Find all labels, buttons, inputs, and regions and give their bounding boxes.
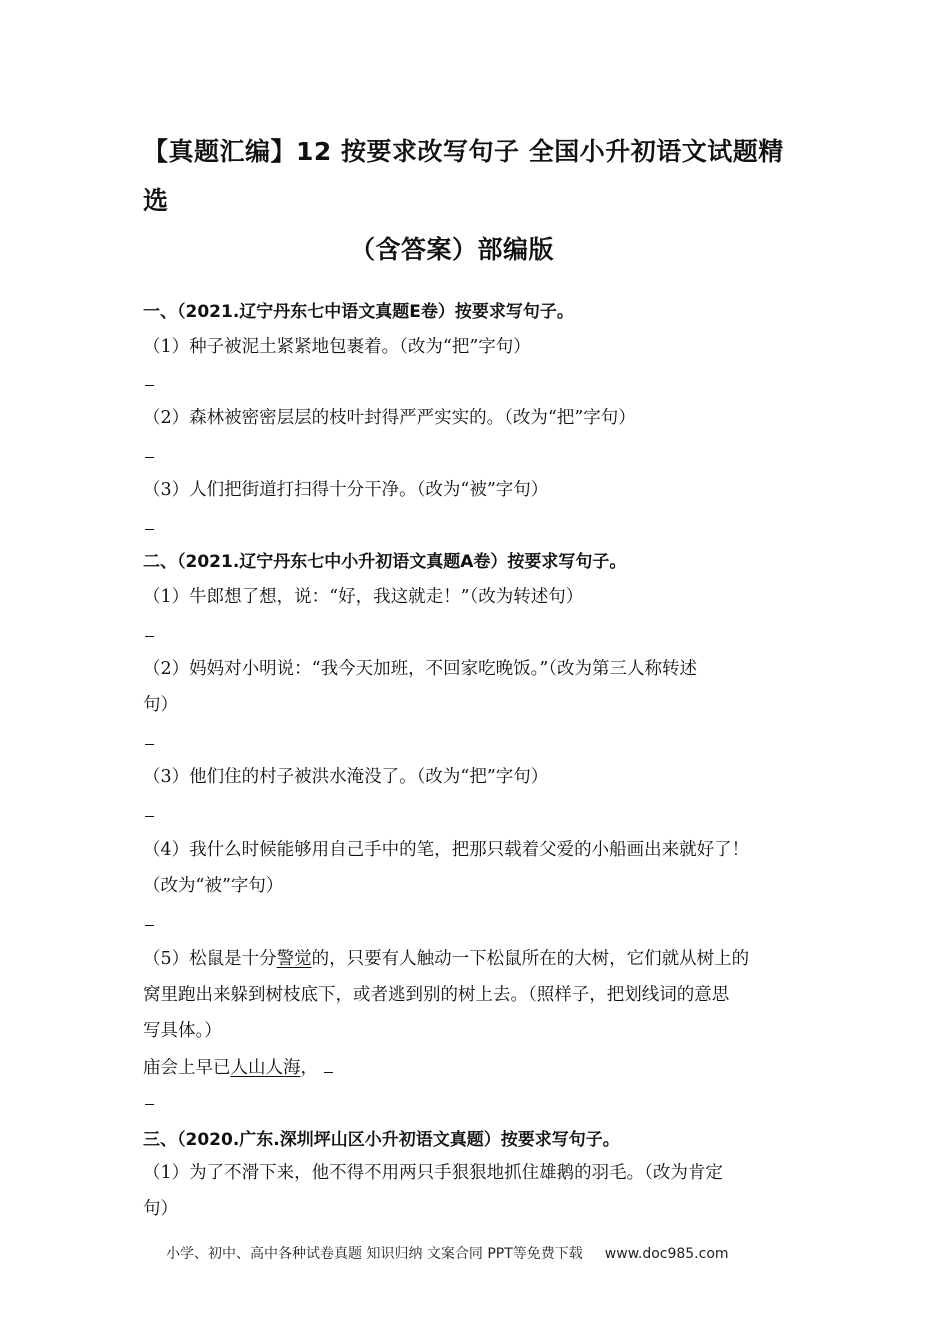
answer-blank: [145, 635, 154, 637]
question-2-2-line-1: （2）妈妈对小明说：“我今天加班，不回家吃晚饭。”（改为第三人称转述: [143, 659, 698, 679]
example-text: ，: [300, 1058, 318, 1078]
section-3-heading: 三、（2020.广东.深圳坪山区小升初语文真题）按要求写句子。: [143, 1130, 620, 1150]
question-2-4-line-1: （4）我什么时候能够用自己手中的笔，把那只载着父爱的小船画出来就好了！: [143, 840, 750, 860]
question-2-5-text: 的，只要有人触动一下松鼠所在的大树，它们就从树上的: [311, 949, 750, 969]
answer-blank: [324, 1058, 333, 1073]
answer-blank: [145, 384, 154, 386]
footer-text: 小学、初中、高中各种试卷真题 知识归纳 文案合同 PPT等免费下载: [166, 1246, 583, 1262]
question-2-5-line-2: 窝里跑出来躲到树枝底下，或者逃到别的树上去。（照样子，把划线词的意思: [143, 985, 730, 1005]
page-title-line-3: （含答案）部编版: [350, 235, 555, 264]
example-sentence: [143, 1050, 813, 1086]
answer-blank: [145, 815, 154, 817]
answer-blank: [145, 456, 154, 458]
question-2-5-line-3: 写具体。）: [143, 1021, 222, 1041]
question-2-5-text: （5）松鼠是十分: [143, 949, 277, 969]
page-title-line-1: 【真题汇编】12 按要求改写句子 全国小升初语文试题精: [143, 137, 784, 166]
question-2-3: （3）他们住的村子被洪水淹没了。（改为“把”字句）: [143, 767, 549, 787]
question-2-2-line-2: 句）: [143, 695, 178, 715]
answer-blank: [145, 743, 154, 745]
question-1-3: （3）人们把街道打扫得十分干净。（改为“被”字句）: [143, 480, 549, 500]
page-footer: [166, 1243, 816, 1263]
question-2-1: （1）牛郎想了想，说：“好，我这就走！”（改为转述句）: [143, 587, 584, 607]
question-3-1-line-2: 句）: [143, 1199, 178, 1219]
question-2-4-line-2: （改为“被”字句）: [143, 876, 284, 896]
question-1-1: （1）种子被泥土紧紧地包裹着。（改为“把”字句）: [143, 337, 531, 357]
question-3-1-line-1: （1）为了不滑下来，他不得不用两只手狠狠地抓住雄鹅的羽毛。（改为肯定: [143, 1163, 723, 1183]
section-2-heading: 二、（2021.辽宁丹东七中小升初语文真题A卷）按要求写句子。: [143, 552, 627, 572]
section-1-heading: 一、（2021.辽宁丹东七中语文真题E卷）按要求写句子。: [143, 302, 574, 322]
answer-blank: [145, 924, 154, 926]
footer-url: www.doc985.com: [604, 1246, 729, 1262]
answer-blank: [145, 1103, 154, 1105]
answer-blank: [145, 528, 154, 530]
underlined-word: 警觉: [276, 949, 312, 969]
question-2-5-line-1: [143, 941, 813, 977]
page-title-line-2: 选: [143, 186, 169, 215]
underlined-example-word: 人山人海: [230, 1058, 301, 1078]
example-text: 庙会上早已: [143, 1058, 231, 1078]
question-1-2: （2）森林被密密层层的枝叶封得严严实实的。（改为“把”字句）: [143, 408, 636, 428]
